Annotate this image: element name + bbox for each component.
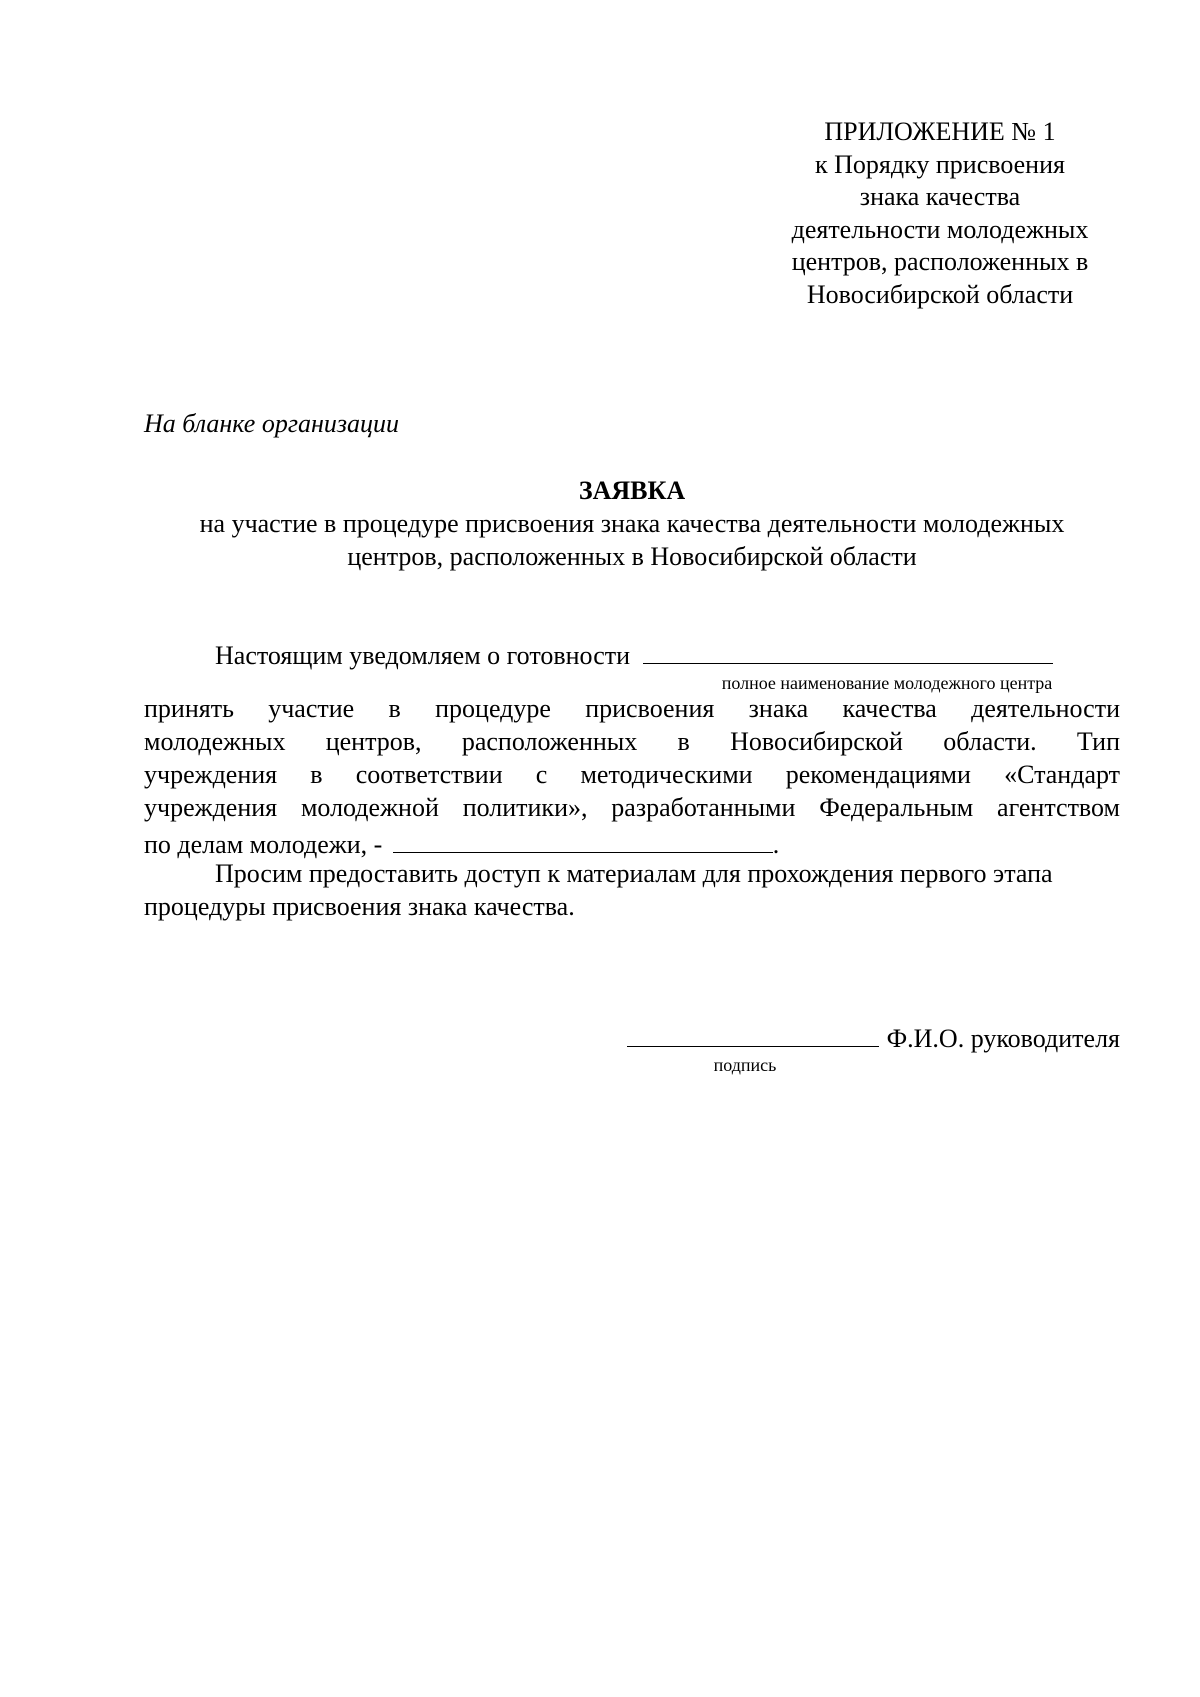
appendix-line: центров, расположенных в bbox=[791, 247, 1089, 276]
appendix-line: Новосибирской области bbox=[806, 279, 1074, 309]
body-line: молодежных центров, расположенных в Новосибирской области. Тип bbox=[144, 727, 1120, 756]
subtitle-line: центров, расположенных в Новосибирской области bbox=[347, 541, 917, 571]
letterhead-note: На бланке организации bbox=[144, 409, 399, 438]
body-line: принять участие в процедуре присвоения знака качества деятельности bbox=[144, 694, 1120, 723]
appendix-line: ПРИЛОЖЕНИЕ № 1 bbox=[824, 117, 1056, 146]
body-paragraph bbox=[144, 693, 1120, 924]
signature-caption: подпись bbox=[713, 1055, 777, 1075]
type-suffix: . bbox=[772, 830, 780, 859]
appendix-line: деятельности молодежных bbox=[791, 214, 1089, 244]
document-title: ЗАЯВКА bbox=[578, 476, 686, 505]
center-name-blank[interactable] bbox=[643, 636, 1053, 664]
request-line: Просим предоставить доступ к материалам для прохождения первого этапа bbox=[215, 859, 1053, 888]
type-prefix: по делам молодежи, - bbox=[144, 830, 383, 859]
center-name-caption: полное наименование молодежного центра bbox=[721, 673, 1053, 693]
document-subtitle bbox=[144, 508, 1120, 573]
body-line: учреждения в соответствии с методическими рекомендациями «Стандарт bbox=[144, 760, 1120, 789]
institution-type-blank[interactable] bbox=[393, 825, 773, 853]
signature-row bbox=[600, 1019, 1120, 1055]
appendix-header bbox=[760, 116, 1120, 311]
appendix-line: к Порядку присвоения bbox=[815, 149, 1065, 179]
body-line: учреждения молодежной политики», разработанными Федеральным агентством bbox=[144, 793, 1120, 822]
notify-prefix: Настоящим уведомляем о готовности bbox=[215, 641, 631, 670]
subtitle-line: на участие в процедуре присвоения знака качества деятельности молодежных bbox=[199, 509, 1065, 538]
type-line bbox=[144, 825, 1120, 858]
notify-line bbox=[215, 636, 1053, 672]
appendix-line: знака качества bbox=[859, 182, 1021, 211]
signature-label: Ф.И.О. руководителя bbox=[886, 1024, 1120, 1053]
request-line: процедуры присвоения знака качества. bbox=[144, 892, 575, 921]
signature-blank[interactable] bbox=[627, 1019, 879, 1047]
